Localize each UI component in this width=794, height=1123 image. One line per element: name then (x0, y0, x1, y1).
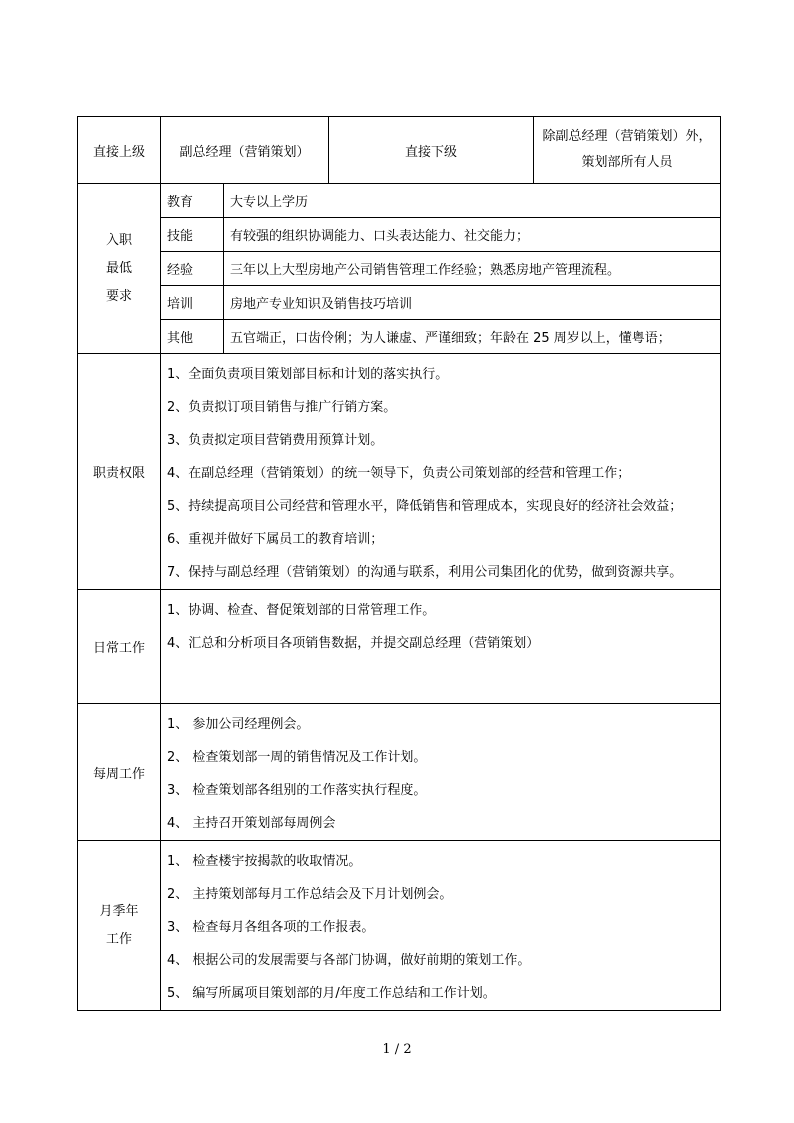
list-item: 2、 主持策划部每月工作总结会及下月计划例会。 (167, 887, 453, 902)
list-item: 1、 检查楼宇按揭款的收取情况。 (167, 854, 362, 869)
list-item: 5、 编写所属项目策划部的月/年度工作总结和工作计划。 (167, 986, 496, 1001)
list-item: 2、负责拟订项目销售与推广行销方案。 (167, 400, 397, 415)
header-row (78, 117, 721, 184)
list-item: 4、汇总和分析项目各项销售数据，并提交副总经理（营销策划） (167, 636, 540, 651)
list-item: 4、 主持召开策划部每周例会 (167, 816, 336, 831)
list-item: 3、 检查每月各组各项的工作报表。 (167, 920, 375, 935)
monthly-row (78, 841, 721, 1011)
list-item: 6、重视并做好下属员工的教育培训； (167, 532, 384, 547)
requirement-row (78, 286, 721, 320)
list-item: 1、 参加公司经理例会。 (167, 717, 310, 732)
list-item: 1、协调、检查、督促策划部的日常管理工作。 (167, 603, 436, 618)
requirement-row (78, 218, 721, 252)
list-item: 5、持续提高项目公司经营和管理水平，降低销售和管理成本，实现良好的经济社会效益； (167, 499, 683, 514)
superior-label: 直接上级 (78, 117, 161, 184)
requirement-row (78, 320, 721, 354)
monthly-content (161, 841, 721, 1011)
responsibilities-row (78, 354, 721, 590)
weekly-row (78, 704, 721, 841)
list-item: 3、 检查策划部各组别的工作落实执行程度。 (167, 783, 427, 798)
requirement-row (78, 252, 721, 286)
requirements-label-line: 入职 (105, 232, 132, 248)
daily-label: 日常工作 (78, 590, 161, 704)
requirement-value-experience: 三年以上大型房地产公司销售管理工作经验；熟悉房地产管理流程。 (224, 252, 721, 286)
weekly-label: 每周工作 (78, 704, 161, 841)
monthly-label (78, 841, 161, 1011)
requirement-value-skills: 有较强的组织协调能力、口头表达能力、社交能力； (224, 218, 721, 252)
subordinate-value-line2: 策划部所有人员 (581, 155, 673, 170)
list-item: 3、负责拟定项目营销费用预算计划。 (167, 433, 384, 448)
responsibilities-content (161, 354, 721, 590)
superior-value: 副总经理（营销策划） (161, 117, 329, 184)
requirement-label-skills: 技能 (161, 218, 224, 252)
list-item: 7、保持与副总经理（营销策划）的沟通与联系，利用公司集团化的优势，做到资源共享。 (167, 565, 683, 580)
requirements-label-line: 最低 (105, 260, 132, 276)
requirement-label-other: 其他 (161, 320, 224, 354)
requirement-label-education: 教育 (161, 184, 224, 218)
page-number: 1 / 2 (382, 1042, 412, 1057)
monthly-label-line: 工作 (105, 931, 132, 947)
requirement-row (78, 184, 721, 218)
requirements-label (78, 184, 161, 354)
responsibilities-label: 职责权限 (78, 354, 161, 590)
daily-row (78, 590, 721, 704)
job-description-table (77, 116, 721, 1011)
requirement-label-training: 培训 (161, 286, 224, 320)
list-item: 2、 检查策划部一周的销售情况及工作计划。 (167, 750, 427, 765)
list-item: 4、在副总经理（营销策划）的统一领导下，负责公司策划部的经营和管理工作； (167, 466, 631, 481)
monthly-label-line: 月季年 (99, 903, 139, 919)
weekly-content (161, 704, 721, 841)
subordinate-value (534, 117, 721, 184)
requirement-value-training: 房地产专业知识及销售技巧培训 (224, 286, 721, 320)
list-item: 4、 根据公司的发展需要与各部门协调，做好前期的策划工作。 (167, 953, 531, 968)
list-item: 1、全面负责项目策划部目标和计划的落实执行。 (167, 367, 449, 382)
requirements-label-line: 要求 (105, 288, 132, 304)
subordinate-value-line1: 除副总经理（营销策划）外， (542, 129, 712, 144)
requirement-value-education: 大专以上学历 (224, 184, 721, 218)
daily-content (161, 590, 721, 704)
subordinate-label: 直接下级 (329, 117, 534, 184)
requirement-label-experience: 经验 (161, 252, 224, 286)
requirement-value-other: 五官端正，口齿伶俐；为人谦虚、严谨细致；年龄在 25 周岁以上，懂粤语； (224, 320, 721, 354)
